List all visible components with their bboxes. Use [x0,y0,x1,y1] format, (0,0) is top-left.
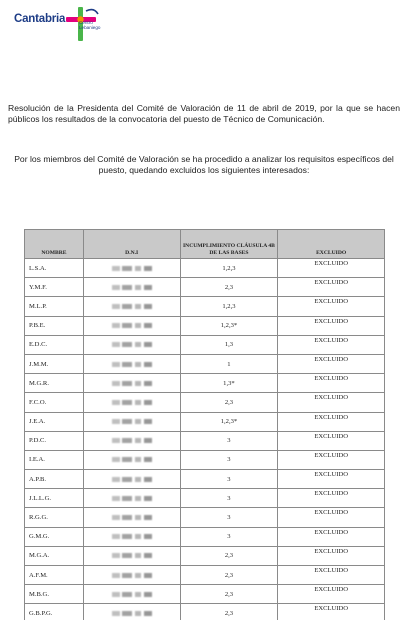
cell-incumplimiento: 3 [180,470,278,489]
table-body [25,259,385,620]
cell-excluido: EXCLUIDO [278,470,385,489]
cell-nombre: M.G.R. [25,374,84,393]
cell-nombre: J.M.M. [25,354,84,373]
cell-dni-redacted [83,604,180,620]
cell-nombre: Y.M.F. [25,278,84,297]
cell-nombre: F.C.O. [25,393,84,412]
cell-dni-redacted [83,259,180,278]
cell-nombre: A.F.M. [25,566,84,585]
committee-paragraph: Por los miembros del Comité de Valoración se ha procedido a analizar los requisitos específicos del puesto, quedando excluidos los siguientes interesados: [14,154,394,176]
table-row [25,374,385,393]
cell-incumplimiento: 3 [180,527,278,546]
cell-nombre: E.D.C. [25,335,84,354]
table-row [25,316,385,335]
cell-nombre: G.B.P.G. [25,604,84,620]
cell-incumplimiento: 3 [180,489,278,508]
cell-nombre: G.M.G. [25,527,84,546]
redacted-dni-icon [112,591,152,598]
redacted-dni-icon [112,418,152,425]
redacted-dni-icon [112,341,152,348]
cell-nombre: P.D.C. [25,431,84,450]
table-row [25,354,385,373]
table-row [25,470,385,489]
cell-nombre: L.S.A. [25,259,84,278]
table-row [25,335,385,354]
cell-excluido: EXCLUIDO [278,412,385,431]
redacted-dni-icon [112,495,152,502]
cell-incumplimiento: 2,3 [180,585,278,604]
cell-excluido: EXCLUIDO [278,354,385,373]
logo-subtitle: Centro Lebaniego [79,20,101,30]
cell-incumplimiento: 2,3 [180,393,278,412]
cell-incumplimiento: 1,2,3* [180,412,278,431]
cell-dni-redacted [83,393,180,412]
cell-dni-redacted [83,527,180,546]
cell-incumplimiento: 3 [180,508,278,527]
cell-dni-redacted [83,374,180,393]
cell-dni-redacted [83,508,180,527]
cell-dni-redacted [83,585,180,604]
cell-dni-redacted [83,278,180,297]
cell-dni-redacted [83,335,180,354]
redacted-dni-icon [112,322,152,329]
cell-excluido: EXCLUIDO [278,393,385,412]
redacted-dni-icon [112,533,152,540]
table-row [25,566,385,585]
cell-nombre: R.G.G. [25,508,84,527]
cell-excluido: EXCLUIDO [278,450,385,469]
cell-nombre: M.L.P. [25,297,84,316]
table-row [25,546,385,565]
cell-incumplimiento: 2,3 [180,566,278,585]
cell-incumplimiento: 2,3 [180,278,278,297]
table-row [25,508,385,527]
table-row [25,297,385,316]
table-row [25,278,385,297]
cell-incumplimiento: 1,2,3* [180,316,278,335]
cell-excluido: EXCLUIDO [278,604,385,620]
cell-incumplimiento: 1,2,3 [180,297,278,316]
cell-incumplimiento: 3 [180,450,278,469]
cell-excluido: EXCLUIDO [278,297,385,316]
cell-excluido: EXCLUIDO [278,316,385,335]
cell-excluido: EXCLUIDO [278,546,385,565]
cell-dni-redacted [83,297,180,316]
cell-nombre: I.E.A. [25,450,84,469]
redacted-dni-icon [112,303,152,310]
redacted-dni-icon [112,610,152,617]
cell-incumplimiento: 1,3 [180,335,278,354]
table-row [25,489,385,508]
cell-dni-redacted [83,546,180,565]
cell-excluido: EXCLUIDO [278,527,385,546]
table-row [25,450,385,469]
cell-excluido: EXCLUIDO [278,508,385,527]
cell-nombre: J.E.A. [25,412,84,431]
redacted-dni-icon [112,456,152,463]
cell-dni-redacted [83,566,180,585]
header-dni: D.N.I [83,230,180,259]
table-row [25,259,385,278]
table-row [25,431,385,450]
cell-excluido: EXCLUIDO [278,566,385,585]
cell-excluido: EXCLUIDO [278,585,385,604]
cell-excluido: EXCLUIDO [278,335,385,354]
cell-nombre: J.L.L.G. [25,489,84,508]
cell-incumplimiento: 3 [180,431,278,450]
header-incumplimiento: INCUMPLIMIENTO CLÁUSULA 4B DE LAS BASES [180,230,278,259]
table-row [25,604,385,620]
redacted-dni-icon [112,265,152,272]
cell-incumplimiento: 1 [180,354,278,373]
cell-excluido: EXCLUIDO [278,431,385,450]
header-excluido: EXCLUIDO [278,230,385,259]
resolution-paragraph: Resolución de la Presidenta del Comité de Valoración de 11 de abril de 2019, por la que se hacen públicos los resultados de la convocatoria del puesto de Técnico de Comunicación. [8,103,400,125]
redacted-dni-icon [112,437,152,444]
cell-excluido: EXCLUIDO [278,489,385,508]
logo-text: Cantabria [14,13,66,25]
redacted-dni-icon [112,476,152,483]
table-row [25,527,385,546]
cell-nombre: M.B.G. [25,585,84,604]
redacted-dni-icon [112,399,152,406]
excluded-candidates-table [24,229,385,620]
cell-dni-redacted [83,431,180,450]
table-row [25,585,385,604]
cell-nombre: A.P.B. [25,470,84,489]
cell-incumplimiento: 2,3 [180,604,278,620]
cell-dni-redacted [83,489,180,508]
redacted-dni-icon [112,552,152,559]
redacted-dni-icon [112,514,152,521]
redacted-dni-icon [112,380,152,387]
cell-dni-redacted [83,450,180,469]
cell-excluido: EXCLUIDO [278,374,385,393]
redacted-dni-icon [112,572,152,579]
table-row [25,393,385,412]
cell-dni-redacted [83,412,180,431]
cell-excluido: EXCLUIDO [278,278,385,297]
cantabria-logo [14,5,104,43]
redacted-dni-icon [112,284,152,291]
cell-incumplimiento: 1,2,3 [180,259,278,278]
header-nombre: NOMBRE [25,230,84,259]
redacted-dni-icon [112,361,152,368]
table-header-row [25,230,385,259]
cell-dni-redacted [83,470,180,489]
table-row [25,412,385,431]
cell-incumplimiento: 1,3* [180,374,278,393]
cell-incumplimiento: 2,3 [180,546,278,565]
cell-dni-redacted [83,316,180,335]
cell-nombre: P.B.E. [25,316,84,335]
cell-dni-redacted [83,354,180,373]
cell-excluido: EXCLUIDO [278,259,385,278]
cell-nombre: M.G.A. [25,546,84,565]
